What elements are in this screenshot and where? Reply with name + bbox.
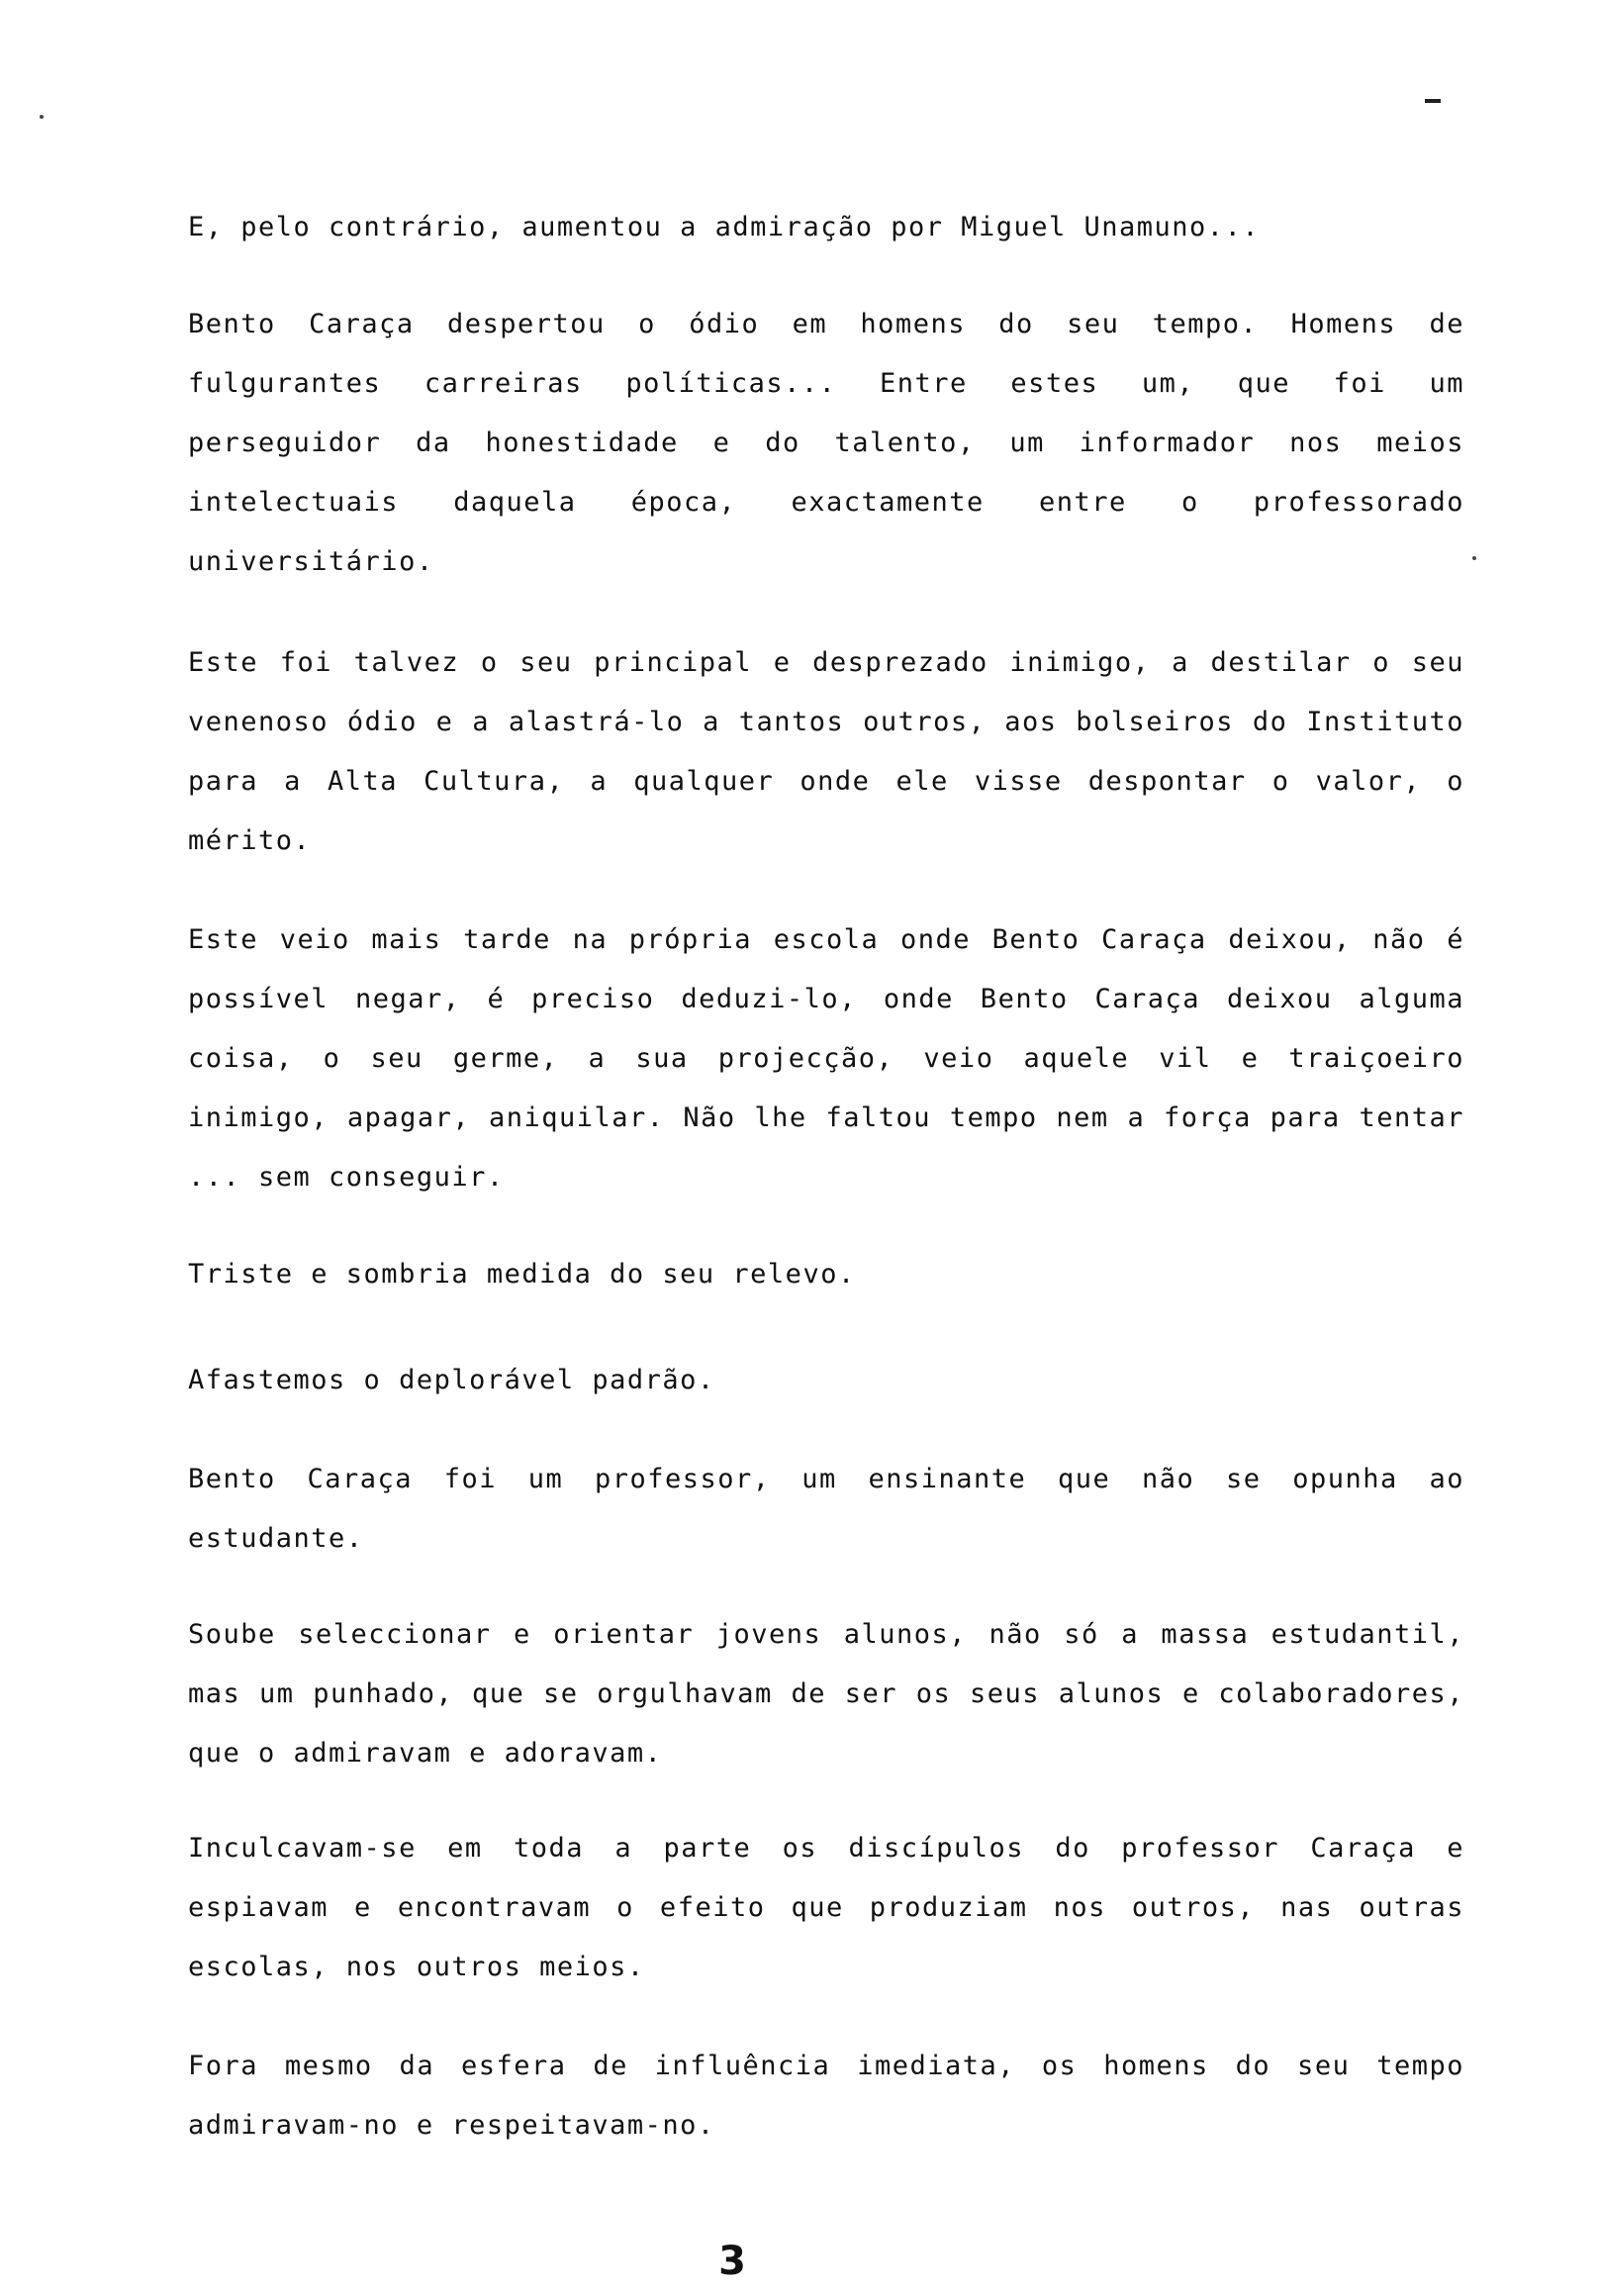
scan-speck	[1472, 556, 1476, 560]
paragraph-2: Bento Caraça despertou o ódio em homens do seu tempo. Homens de fulgurantes carreiras políticas... Entre estes um, que foi um perseguidor da honestidade e do talento, um informador nos meios intelectuais daquela época, exactamente entre o professorado universitário.	[188, 309, 1464, 577]
page-number: 3	[718, 2239, 746, 2284]
paragraph-1: E, pelo contrário, aumentou a admiração por Miguel Unamuno...	[188, 212, 1261, 242]
paragraph-4: Este veio mais tarde na própria escola onde Bento Caraça deixou, não é possível negar, é preciso deduzi-lo, onde Bento Caraça deixou alguma coisa, o seu germe, a sua projecção, veio aquele vil e traiçoeiro inimigo, apagar, aniquilar. Não lhe faltou tempo nem a força para tentar ... sem conseguir.	[188, 924, 1464, 1193]
paragraph-7: Bento Caraça foi um professor, um ensinante que não se opunha ao estudante.	[188, 1464, 1464, 1554]
margin-dash-mark	[1425, 99, 1441, 103]
paragraph-3: Este foi talvez o seu principal e desprezado inimigo, a destilar o seu venenoso ódio e a alastrá-lo a tantos outros, aos bolseiros do Instituto para a Alta Cultura, a qualquer onde ele visse despontar o valor, o mérito.	[188, 647, 1464, 856]
paragraph-9: Inculcavam-se em toda a parte os discípulos do professor Caraça e espiavam e encontravam o efeito que produziam nos outros, nas outras escolas, nos outros meios.	[188, 1833, 1464, 1982]
paragraph-8: Soube seleccionar e orientar jovens alunos, não só a massa estudantil, mas um punhado, que se orgulhavam de ser os seus alunos e colaboradores, que o admiravam e adoravam.	[188, 1619, 1464, 1769]
paragraph-5: Triste e sombria medida do seu relevo.	[188, 1259, 856, 1290]
paragraph-10: Fora mesmo da esfera de influência imediata, os homens do seu tempo admiravam-no e respeitavam-no.	[188, 2051, 1464, 2141]
paragraph-6: Afastemos o deplorável padrão.	[188, 1365, 715, 1395]
scan-speck	[40, 115, 44, 119]
